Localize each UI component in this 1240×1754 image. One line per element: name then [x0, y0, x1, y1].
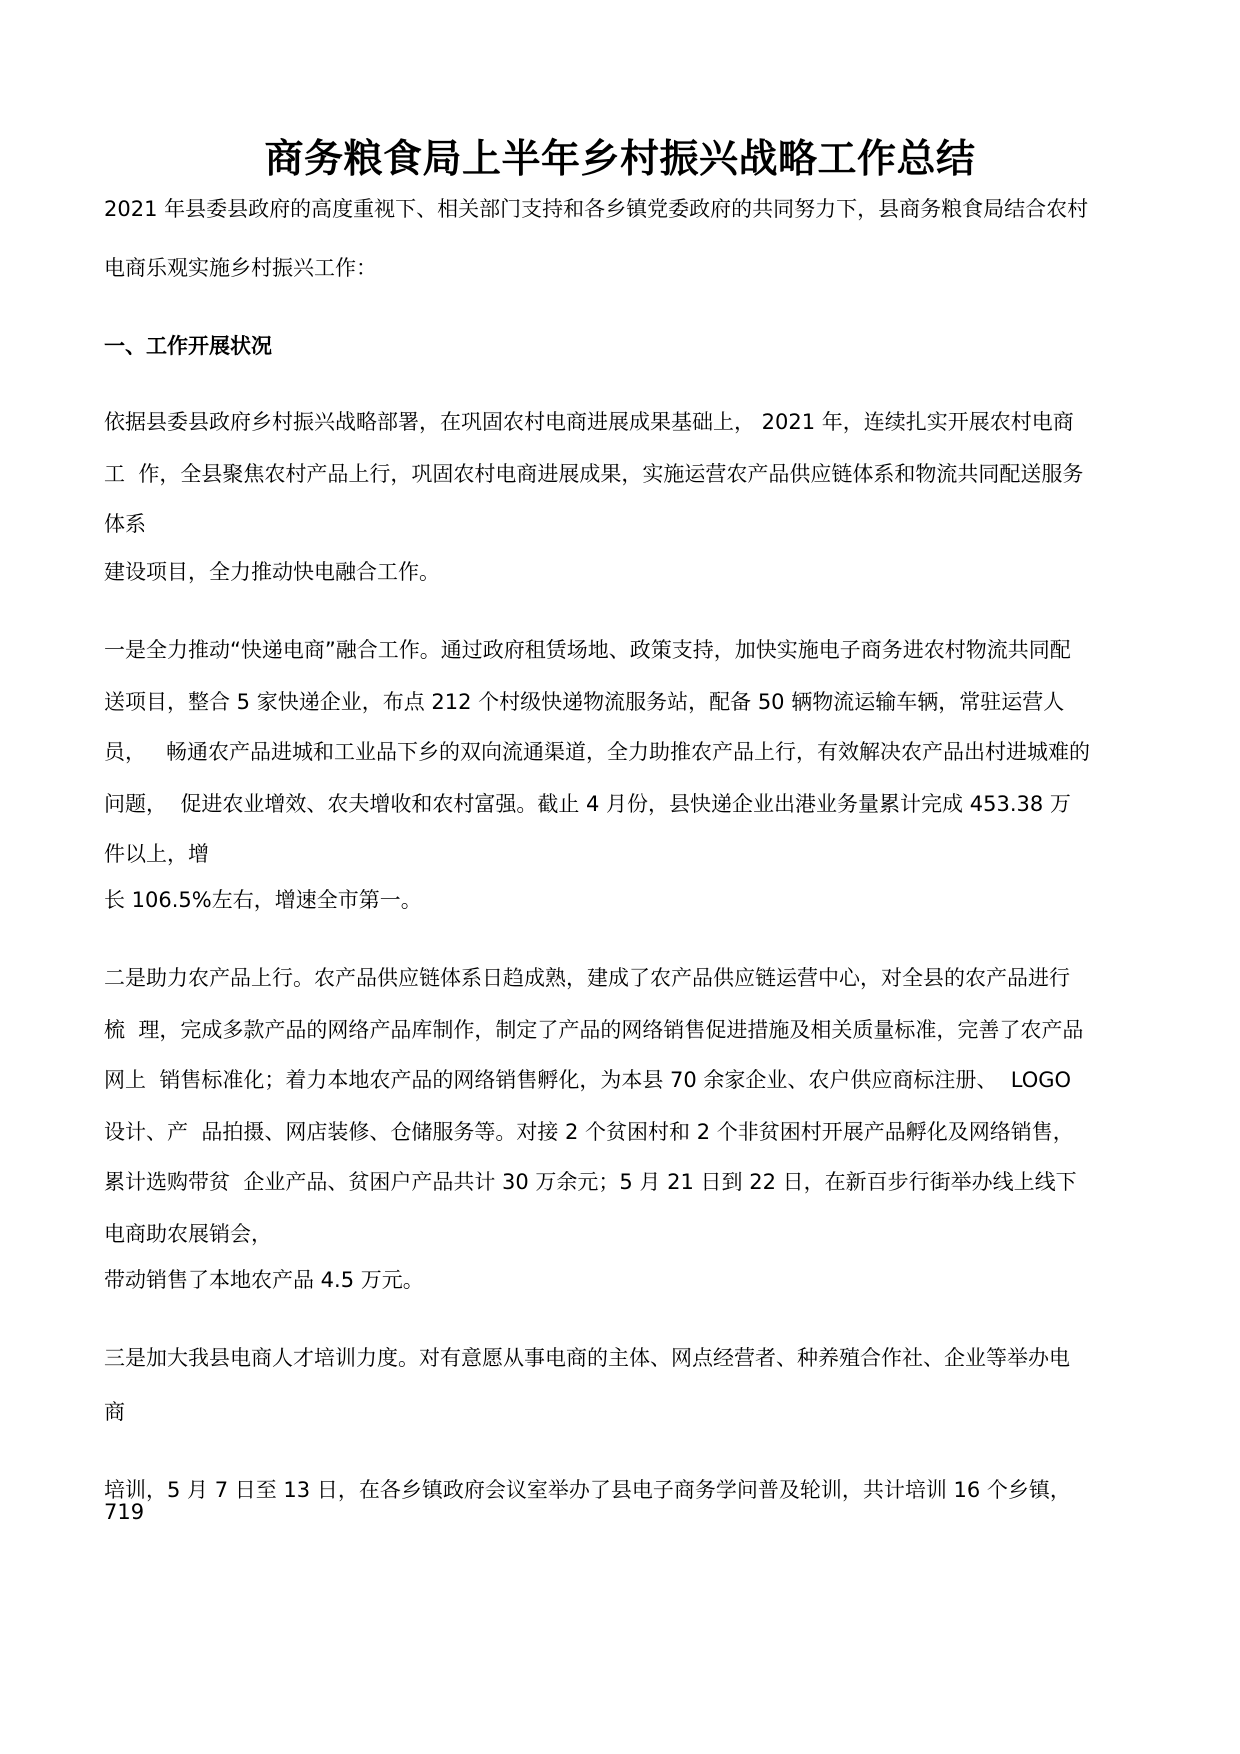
paragraph-1-line-1: 依据县委县政府乡村振兴战略部署，在巩固农村电商进展成果基础上， 2021 年，连续扎实开展农村电商	[104, 410, 1074, 434]
paragraph-4-line-4: 719	[104, 1500, 145, 1524]
paragraph-4-line-3: 培训，5 月 7 日至 13 日，在各乡镇政府会议室举办了县电子商务学问普及轮训，共计培训 16 个乡镇，	[104, 1478, 1071, 1502]
paragraph-3-line-6: 电商助农展销会，	[104, 1222, 272, 1246]
paragraph-2-line-6: 长 106.5%左右，增速全市第一。	[104, 888, 422, 912]
paragraph-3-line-2: 梳 理，完成多款产品的网络产品库制作，制定了产品的网络销售促进措施及相关质量标准，完善了农产品	[104, 1018, 1084, 1042]
paragraph-2-line-3: 员， 畅通农产品进城和工业品下乡的双向流通渠道，全力助推农产品上行，有效解决农产品出村进城难的	[104, 740, 1091, 764]
paragraph-3-line-7: 带动销售了本地农产品 4.5 万元。	[104, 1268, 424, 1292]
paragraph-1-line-3: 体系	[104, 512, 146, 536]
paragraph-3-line-1: 二是助力农产品上行。农产品供应链体系日趋成熟，建成了农产品供应链运营中心，对全县的农产品进行	[104, 966, 1070, 990]
section-heading-1: 一、工作开展状况	[104, 334, 272, 358]
paragraph-4-line-1: 三是加大我县电商人才培训力度。对有意愿从事电商的主体、网点经营者、种养殖合作社、企业等举办电	[104, 1346, 1070, 1370]
paragraph-2-line-2: 送项目，整合 5 家快递企业，布点 212 个村级快递物流服务站，配备 50 辆物流运输车辆，常驻运营人	[104, 690, 1065, 714]
paragraph-2-line-4: 问题， 促进农业增效、农夫增收和农村富强。截止 4 月份，县快递企业出港业务量累计完成 453.38 万	[104, 792, 1071, 816]
document-title: 商务粮食局上半年乡村振兴战略工作总结	[264, 137, 976, 182]
paragraph-3-line-4: 设计、产 品拍摄、网店装修、仓储服务等。对接 2 个贫困村和 2 个非贫困村开展产品孵化及网络销售，	[104, 1120, 1074, 1144]
intro-line-1: 2021 年县委县政府的高度重视下、相关部门支持和各乡镇党委政府的共同努力下，县商务粮食局结合农村	[104, 197, 1089, 221]
paragraph-3-line-5: 累计选购带贫 企业产品、贫困户产品共计 30 万余元；5 月 21 日到 22 日，在新百步行街举办线上线下	[104, 1170, 1077, 1194]
paragraph-3-line-3: 网上 销售标准化；着力本地农产品的网络销售孵化，为本县 70 余家企业、农户供应商标注册、 LOGO	[104, 1068, 1072, 1092]
paragraph-4-line-2: 商	[104, 1400, 125, 1424]
paragraph-2-line-5: 件以上，增	[104, 842, 209, 866]
paragraph-2-line-1: 一是全力推动“快递电商”融合工作。通过政府租赁场地、政策支持，加快实施电子商务进农村物流共同配	[104, 638, 1071, 662]
paragraph-1-line-4: 建设项目，全力推动快电融合工作。	[104, 560, 440, 584]
intro-line-2: 电商乐观实施乡村振兴工作：	[104, 256, 377, 280]
paragraph-1-line-2: 工 作，全县聚焦农村产品上行，巩固农村电商进展成果，实施运营农产品供应链体系和物流共同配送服务	[104, 462, 1084, 486]
